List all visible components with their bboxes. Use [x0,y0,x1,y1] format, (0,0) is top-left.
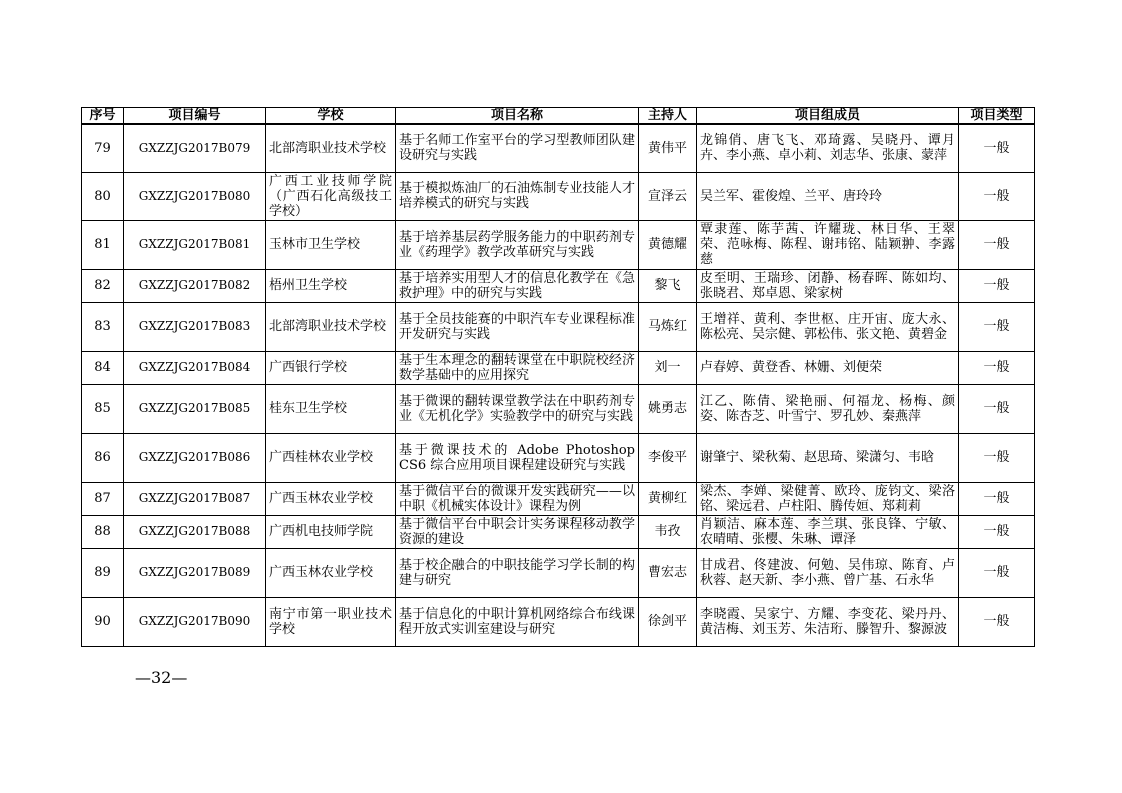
cell-type: 一般 [959,597,1035,646]
cell-leader: 宣泽云 [639,172,697,220]
header-code: 项目编号 [124,108,266,125]
cell-no: 89 [82,548,124,597]
cell-school: 广西桂林农业学校 [266,433,396,482]
table-row [82,351,1035,384]
cell-members: 吴兰军、霍俊煌、兰平、唐玲玲 [697,172,959,220]
cell-school: 广西玉林农业学校 [266,548,396,597]
cell-no: 80 [82,172,124,220]
cell-name: 基于名师工作室平台的学习型教师团队建设研究与实践 [396,124,639,172]
table-row [82,172,1035,220]
cell-members: 龙锦俏、唐飞飞、邓琦露、吴晓丹、谭月卉、李小燕、卓小莉、刘志华、张康、蒙萍 [697,124,959,172]
cell-no: 90 [82,597,124,646]
cell-leader: 马炼红 [639,302,697,351]
cell-no: 83 [82,302,124,351]
cell-name: 基于微信平台中职会计实务课程移动教学资源的建设 [396,515,639,548]
cell-leader: 曹宏志 [639,548,697,597]
cell-type: 一般 [959,515,1035,548]
cell-code: GXZZJG2017B085 [124,384,266,433]
header-row [82,108,1035,125]
cell-school: 广西机电技师学院 [266,515,396,548]
cell-code: GXZZJG2017B086 [124,433,266,482]
cell-no: 87 [82,482,124,515]
table-row [82,269,1035,302]
page-number: —32— [135,668,188,687]
cell-code: GXZZJG2017B083 [124,302,266,351]
cell-members: 皮至明、王瑞珍、闭静、杨春晖、陈如均、张晓君、郑卓恩、梁家树 [697,269,959,302]
cell-code: GXZZJG2017B079 [124,124,266,172]
cell-leader: 姚勇志 [639,384,697,433]
table-row [82,597,1035,646]
cell-school: 北部湾职业技术学校 [266,124,396,172]
cell-leader: 韦孜 [639,515,697,548]
cell-name: 基于微信平台的微课开发实践研究——以中职《机械实体设计》课程为例 [396,482,639,515]
cell-type: 一般 [959,482,1035,515]
cell-name: 基于生本理念的翻转课堂在中职院校经济数学基础中的应用探究 [396,351,639,384]
cell-name: 基于培养基层药学服务能力的中职药剂专业《药理学》教学改革研究与实践 [396,220,639,269]
cell-code: GXZZJG2017B088 [124,515,266,548]
cell-type: 一般 [959,220,1035,269]
cell-members: 梁杰、李婵、梁健菁、欧玲、庞钧文、梁洛铭、梁远君、卢柱阳、腾传姮、郑莉莉 [697,482,959,515]
cell-members: 王增祥、黄利、李世枢、庄开宙、庞大永、陈松亮、吴宗健、郭松伟、张文艳、黄碧金 [697,302,959,351]
cell-school: 梧州卫生学校 [266,269,396,302]
table-row [82,433,1035,482]
table-row [82,220,1035,269]
cell-school: 广西玉林农业学校 [266,482,396,515]
cell-type: 一般 [959,124,1035,172]
cell-name: 基于培养实用型人才的信息化教学在《急救护理》中的研究与实践 [396,269,639,302]
cell-name: 基于微课技术的 Adobe Photoshop CS6 综合应用项目课程建设研究与实践 [396,433,639,482]
cell-type: 一般 [959,302,1035,351]
cell-leader: 李俊平 [639,433,697,482]
cell-code: GXZZJG2017B084 [124,351,266,384]
cell-members: 李晓霞、吴家宁、方耀、李变花、梁丹丹、黄洁梅、刘玉芳、朱洁珩、滕智升、黎源波 [697,597,959,646]
cell-name: 基于校企融合的中职技能学习学长制的构建与研究 [396,548,639,597]
cell-school: 广西工业技师学院（广西石化高级技工学校） [266,172,396,220]
table-body [82,124,1035,646]
cell-school: 广西银行学校 [266,351,396,384]
cell-school: 南宁市第一职业技术学校 [266,597,396,646]
cell-no: 82 [82,269,124,302]
cell-no: 88 [82,515,124,548]
header-members: 项目组成员 [697,108,959,125]
table-row [82,124,1035,172]
cell-no: 81 [82,220,124,269]
table-row [82,515,1035,548]
cell-name: 基于模拟炼油厂的石油炼制专业技能人才培养模式的研究与实践 [396,172,639,220]
cell-name: 基于微课的翻转课堂教学法在中职药剂专业《无机化学》实验教学中的研究与实践 [396,384,639,433]
cell-no: 79 [82,124,124,172]
cell-leader: 刘一 [639,351,697,384]
cell-leader: 黄柳红 [639,482,697,515]
cell-type: 一般 [959,384,1035,433]
cell-name: 基于信息化的中职计算机网络综合布线课程开放式实训室建设与研究 [396,597,639,646]
cell-type: 一般 [959,548,1035,597]
cell-code: GXZZJG2017B089 [124,548,266,597]
table-row [82,548,1035,597]
cell-no: 85 [82,384,124,433]
cell-code: GXZZJG2017B090 [124,597,266,646]
cell-code: GXZZJG2017B081 [124,220,266,269]
header-leader: 主持人 [639,108,697,125]
cell-members: 卢春婷、黄登香、林姗、刘便荣 [697,351,959,384]
cell-code: GXZZJG2017B087 [124,482,266,515]
project-table [81,107,1035,647]
header-name: 项目名称 [396,108,639,125]
cell-code: GXZZJG2017B082 [124,269,266,302]
table-row [82,482,1035,515]
cell-type: 一般 [959,433,1035,482]
cell-members: 肖颖洁、麻本莲、李兰琪、张良锋、宁敏、农晴晴、张樱、朱琳、谭泽 [697,515,959,548]
cell-school: 桂东卫生学校 [266,384,396,433]
cell-leader: 黄德耀 [639,220,697,269]
header-type: 项目类型 [959,108,1035,125]
cell-leader: 黄伟平 [639,124,697,172]
cell-school: 北部湾职业技术学校 [266,302,396,351]
cell-members: 江乙、陈倩、梁艳丽、何福龙、杨梅、颜姿、陈杏芝、叶雪宁、罗孔妙、秦燕萍 [697,384,959,433]
table-row [82,302,1035,351]
cell-type: 一般 [959,269,1035,302]
cell-school: 玉林市卫生学校 [266,220,396,269]
cell-members: 覃隶莲、陈芋茜、许耀珑、林日华、王翠荣、范咏梅、陈程、谢玮铭、陆颖翀、李露慈 [697,220,959,269]
cell-type: 一般 [959,172,1035,220]
cell-no: 84 [82,351,124,384]
cell-members: 谢肇宁、梁秋菊、赵思琦、梁潇匀、韦晗 [697,433,959,482]
table-row [82,384,1035,433]
header-school: 学校 [266,108,396,125]
header-no: 序号 [82,108,124,125]
cell-leader: 黎飞 [639,269,697,302]
cell-name: 基于全员技能赛的中职汽车专业课程标准开发研究与实践 [396,302,639,351]
cell-members: 甘成君、佟建波、何勉、吴伟琼、陈育、卢秋蓉、赵天新、李小燕、曾广基、石永华 [697,548,959,597]
cell-code: GXZZJG2017B080 [124,172,266,220]
cell-no: 86 [82,433,124,482]
cell-leader: 徐剑平 [639,597,697,646]
cell-type: 一般 [959,351,1035,384]
